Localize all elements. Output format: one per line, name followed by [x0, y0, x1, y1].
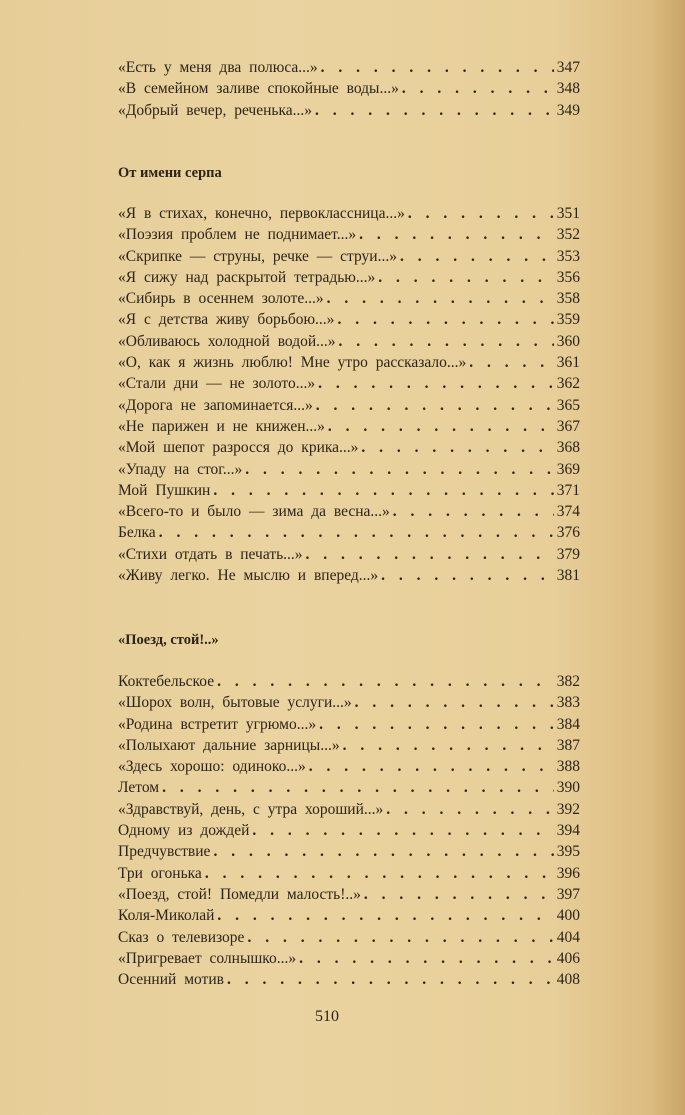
entry-page: 356	[556, 268, 580, 286]
entry-page: 360	[556, 332, 580, 350]
toc-entry	[118, 373, 580, 394]
entry-title: Коктебельское	[118, 673, 215, 690]
toc-entry	[118, 671, 580, 692]
entry-title: Белка	[118, 524, 156, 542]
dot-leader	[162, 777, 554, 798]
entry-title: «Стали дни — не золото...»	[118, 375, 316, 393]
toc-entry	[118, 459, 580, 480]
toc-entry	[118, 820, 580, 841]
entry-page: 351	[556, 205, 580, 222]
dot-leader	[217, 671, 554, 692]
toc-entry	[118, 100, 580, 121]
toc-entry	[118, 841, 580, 862]
entry-page: 384	[556, 715, 580, 733]
entry-page: 388	[556, 758, 580, 776]
entry-page: 374	[556, 503, 580, 521]
dot-leader	[316, 395, 554, 416]
toc-entry	[118, 203, 580, 224]
entry-page: 362	[556, 375, 580, 393]
dot-leader	[321, 57, 554, 78]
entry-title: «Есть у меня два полюса...»	[118, 59, 318, 76]
dot-leader	[319, 714, 554, 735]
dot-leader	[315, 100, 554, 121]
entry-page: 365	[556, 396, 580, 414]
entry-page: 387	[556, 736, 580, 754]
entry-title: «Живу легко. Не мыслю и вперед...»	[118, 567, 379, 585]
page-number: 510	[315, 1008, 339, 1025]
toc-entry	[118, 480, 580, 501]
entry-title: «Дорога не запоминается...»	[118, 396, 313, 414]
dot-leader	[361, 437, 553, 458]
entry-title: «Здравствуй, день, с утра хороший...»	[118, 800, 384, 818]
section-heading: «Поезд, стой!..»	[118, 632, 219, 648]
entry-title: «Поэзия проблем не поднимает...»	[118, 226, 357, 244]
entry-title: Предчувствие	[118, 843, 211, 861]
entry-page: 392	[556, 800, 580, 818]
entry-title: «Поезд, стой! Помедли малость!..»	[118, 885, 361, 903]
dot-leader	[309, 756, 554, 777]
toc-entry	[118, 565, 580, 586]
entry-title: «Здесь хорошо: одиноко...»	[118, 758, 306, 776]
dot-leader	[227, 969, 554, 990]
entry-title: Летом	[118, 779, 160, 797]
toc-entry	[118, 57, 580, 78]
toc-entry	[118, 224, 580, 245]
entry-title: «В семейном заливе спокойные воды...»	[118, 80, 399, 98]
toc-entry	[118, 437, 580, 458]
dot-leader	[339, 331, 554, 352]
entry-page: 367	[556, 417, 580, 435]
toc-entry	[118, 331, 580, 352]
toc-entry	[118, 267, 580, 288]
section-heading: От имени серпа	[118, 165, 222, 181]
entry-title: «Родина встретит угрюмо...»	[118, 715, 317, 733]
dot-leader	[299, 948, 554, 969]
dot-leader	[327, 288, 554, 309]
toc-entry	[118, 714, 580, 735]
entry-page: 400	[556, 907, 580, 925]
entry-title: «Скрипке — струны, речке — струи...»	[118, 247, 397, 265]
entry-page: 390	[556, 779, 580, 797]
dot-leader	[328, 416, 554, 437]
entry-page: 352	[556, 226, 580, 244]
entry-page: 359	[556, 311, 580, 329]
toc-entry	[118, 863, 580, 884]
entry-page: 394	[556, 822, 580, 840]
toc-entry	[118, 735, 580, 756]
entry-title: «Шорох волн, бытовые услуги...»	[118, 694, 352, 712]
dot-leader	[402, 78, 554, 99]
dot-leader	[247, 927, 553, 948]
toc-entry	[118, 927, 580, 948]
entry-page: 406	[556, 949, 580, 967]
entry-page: 381	[556, 567, 580, 585]
entry-title: Три огонька	[118, 864, 202, 882]
dot-leader	[381, 565, 554, 586]
toc-block-poezd-stoi	[118, 671, 580, 990]
entry-title: «Всего-то и было — зима да весна...»	[118, 503, 390, 521]
toc-entry	[118, 352, 580, 373]
dot-leader	[386, 799, 553, 820]
dot-leader	[306, 544, 554, 565]
toc-entry	[118, 416, 580, 437]
toc-entry	[118, 969, 580, 990]
toc-entry	[118, 309, 580, 330]
toc-entry	[118, 777, 580, 798]
entry-page: 353	[556, 247, 580, 265]
entry-page: 371	[556, 481, 580, 499]
toc-entry	[118, 501, 580, 522]
toc-entry	[118, 544, 580, 565]
dot-leader	[217, 905, 553, 926]
entry-title: Сказ о телевизоре	[118, 928, 245, 946]
dot-leader	[213, 841, 553, 862]
entry-page: 358	[556, 290, 580, 308]
toc-entry	[118, 78, 580, 99]
toc-entry	[118, 884, 580, 905]
entry-title: Мой Пушкин	[118, 481, 211, 499]
dot-leader	[252, 820, 553, 841]
entry-page: 369	[556, 460, 580, 478]
dot-leader	[213, 480, 553, 501]
entry-title: «Не парижен и не книжен...»	[118, 417, 325, 435]
entry-page: 404	[556, 928, 580, 946]
dot-leader	[337, 309, 553, 330]
entry-page: 397	[556, 885, 580, 903]
entry-page: 361	[556, 354, 580, 372]
entry-page: 395	[556, 843, 580, 861]
toc-entry	[118, 948, 580, 969]
dot-leader	[378, 267, 553, 288]
dot-leader	[245, 459, 553, 480]
entry-page: 349	[556, 101, 580, 119]
toc-entry	[118, 246, 580, 267]
dot-leader	[159, 522, 554, 543]
entry-title: «Упаду на стог...»	[118, 460, 243, 478]
toc-entry	[118, 522, 580, 543]
dot-leader	[393, 501, 554, 522]
dot-leader	[408, 203, 554, 224]
toc-entry	[118, 395, 580, 416]
entry-title: Коля-Миколай	[118, 907, 215, 925]
entry-title: Осенний мотив	[118, 971, 224, 989]
entry-page: 347	[556, 59, 580, 76]
entry-title: «Обливаюсь холодной водой...»	[118, 332, 336, 350]
dot-leader	[318, 373, 554, 394]
dot-leader	[400, 246, 554, 267]
toc-entry	[118, 288, 580, 309]
entry-page: 379	[556, 545, 580, 563]
entry-page: 408	[556, 971, 580, 989]
toc-entry	[118, 756, 580, 777]
toc-entry	[118, 692, 580, 713]
entry-page: 383	[556, 694, 580, 712]
toc-entry	[118, 905, 580, 926]
toc-block-ot-imeni-serpa	[118, 203, 580, 586]
dot-leader	[364, 884, 554, 905]
entry-title: Одному из дождей	[118, 822, 250, 840]
entry-title: «Полыхают дальние зарницы...»	[118, 736, 340, 754]
entry-title: «Пригревает солнышко...»	[118, 949, 297, 967]
toc-entry	[118, 799, 580, 820]
entry-title: «Я с детства живу борьбою...»	[118, 311, 335, 329]
entry-title: «Мой шепот разросся до крика...»	[118, 439, 359, 457]
entry-title: «Стихи отдать в печать...»	[118, 545, 303, 563]
toc-block-continued	[118, 57, 580, 121]
entry-title: «Добрый вечер, реченька...»	[118, 101, 313, 119]
dot-leader	[469, 352, 553, 373]
entry-title: «О, как я жизнь люблю! Мне утро рассказало...»	[118, 354, 467, 372]
entry-page: 382	[556, 673, 580, 690]
entry-page: 376	[556, 524, 580, 542]
dot-leader	[205, 863, 554, 884]
entry-title: «Я сижу над раскрытой тетрадью...»	[118, 268, 376, 286]
entry-title: «Сибирь в осеннем золоте...»	[118, 290, 324, 308]
entry-page: 396	[556, 864, 580, 882]
dot-leader	[355, 692, 554, 713]
entry-title: «Я в стихах, конечно, первоклассница...»	[118, 205, 405, 222]
entry-page: 368	[556, 439, 580, 457]
dot-leader	[359, 224, 554, 245]
entry-page: 348	[556, 80, 580, 98]
dot-leader	[343, 735, 554, 756]
